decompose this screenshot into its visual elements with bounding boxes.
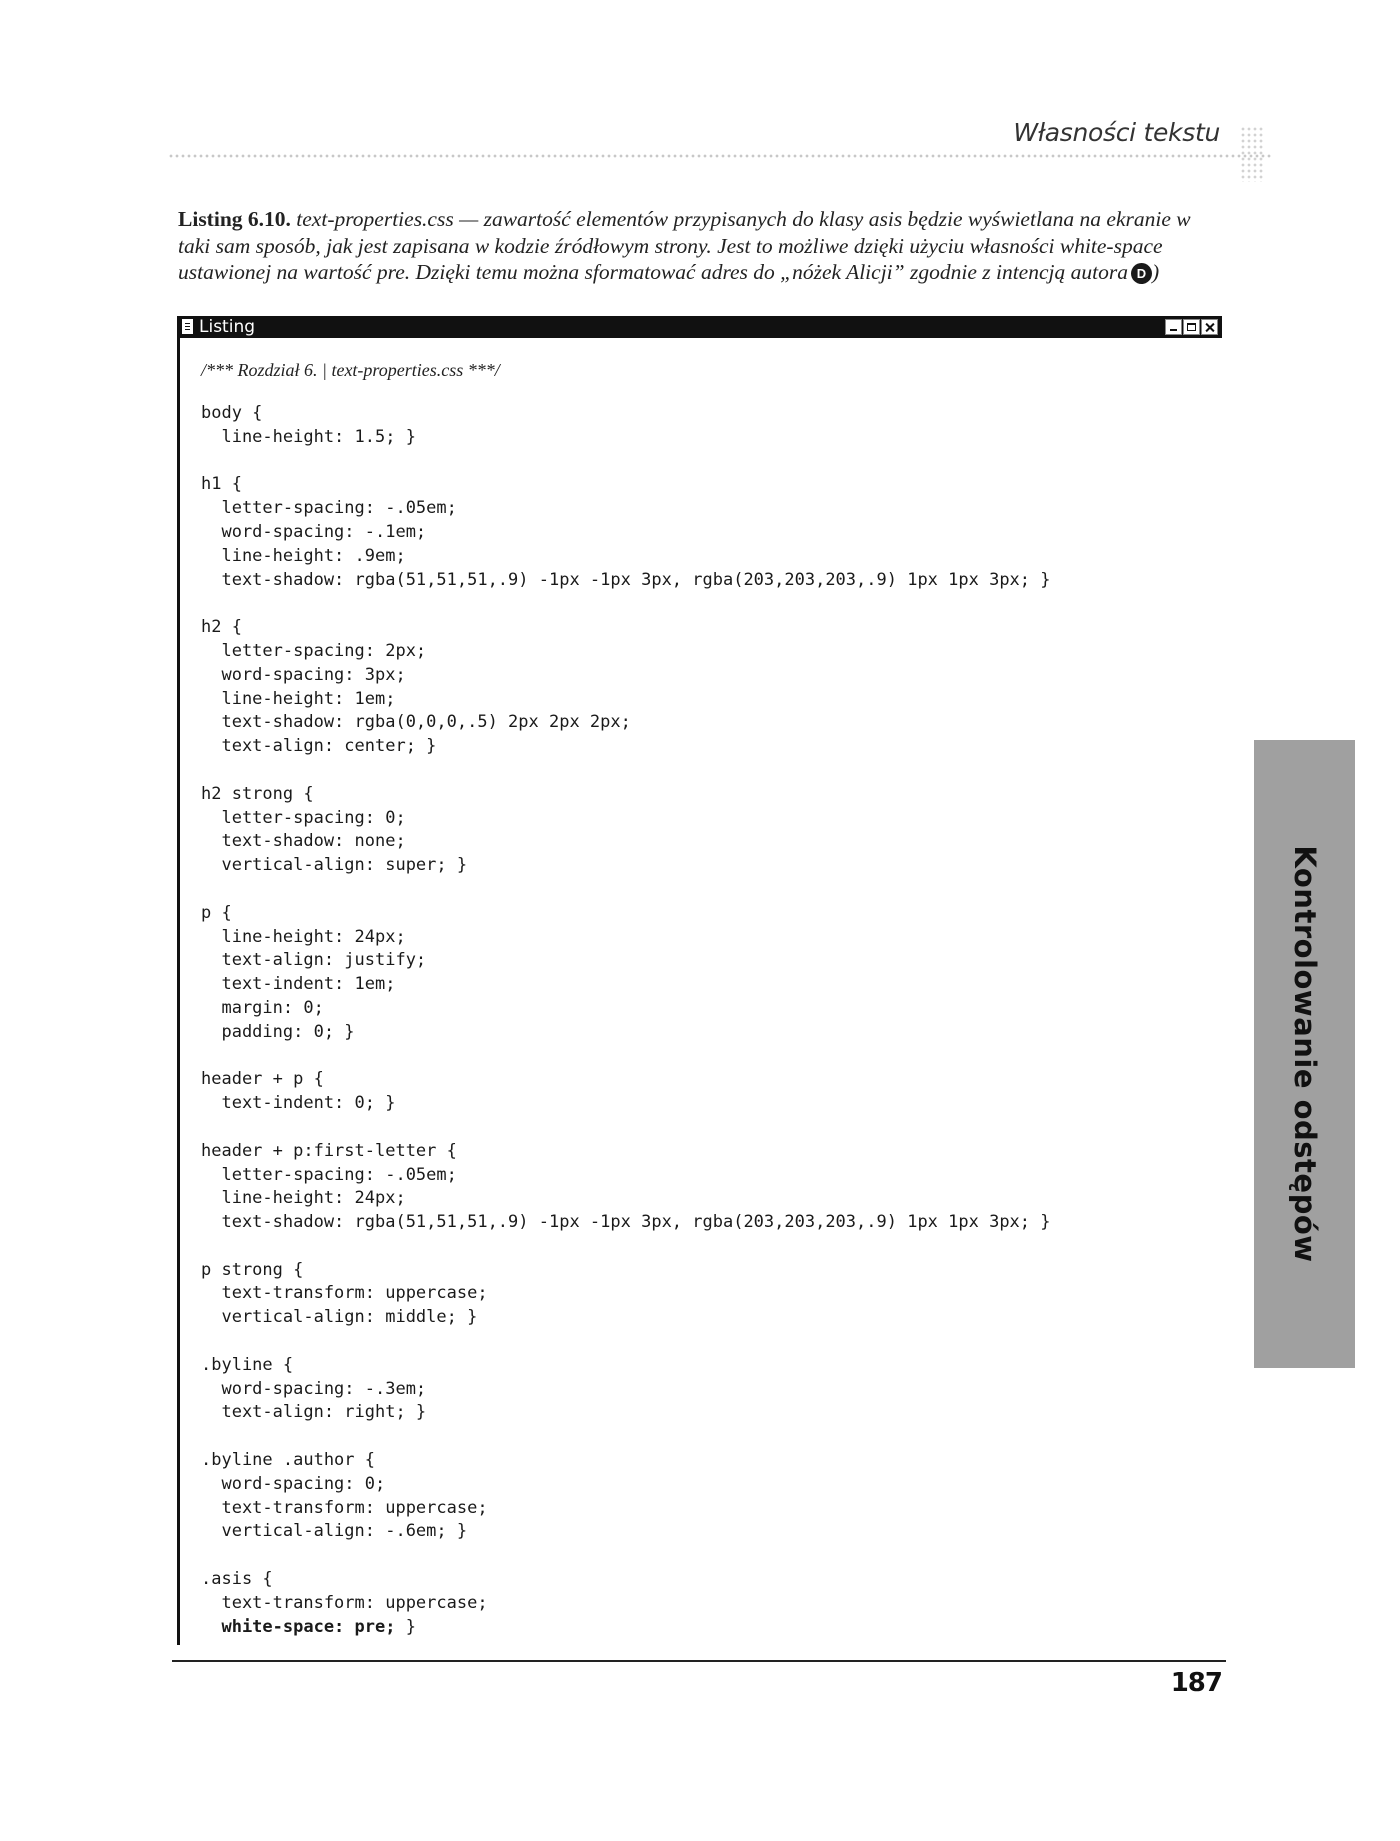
chapter-side-tab	[1254, 740, 1355, 1368]
close-icon[interactable]	[1201, 319, 1218, 335]
side-tab-label: Kontrolowanie odstępów	[1287, 845, 1322, 1263]
code-block	[201, 402, 1051, 1639]
maximize-icon[interactable]	[1183, 319, 1200, 335]
listing-icon	[182, 319, 193, 334]
page-number: 187	[1170, 1668, 1222, 1698]
footer-rule	[172, 1660, 1226, 1662]
code-tail: }	[395, 1616, 416, 1637]
caption-label: Listing 6.10.	[178, 207, 291, 231]
listing-caption	[178, 206, 1208, 286]
listing-window	[177, 316, 1222, 1645]
window-titlebar	[177, 316, 1222, 338]
header-corner-ornament	[1240, 126, 1264, 182]
running-head: Własności tekstu	[1013, 118, 1220, 147]
header-dotted-rule	[168, 154, 1272, 158]
caption-text: text-properties.css — zawartość elementów przypisanych do klasy asis będzie wyświetlana na ekranie w taki sam sposób, jak jest zapisana w kodzie źródłowym strony. Jest to możliwe dzięki użyciu własności white-space ustawionej na wartość pre. Dzięki temu można sformatować adres do „nóżek Alicji” zgodnie z intencją autora	[178, 207, 1191, 284]
window-left-border	[177, 338, 180, 1645]
caption-closing: )	[1151, 260, 1160, 284]
code-comment: /*** Rozdział 6. | text-properties.css ***/	[201, 360, 500, 380]
code-bold-line: white-space: pre;	[201, 1616, 396, 1637]
window-title: Listing	[199, 317, 256, 337]
code-body: body { line-height: 1.5; } h1 { letter-spacing: -.05em; word-spacing: -.1em; line-height: .9em; text-shadow: rgba(51,51,51,.9) -1px -1px 3px, rgba(203,203,203,.9) 1px 1px 3px; } h2 { letter-spacing: 2px; word-spacing: 3px; line-height: 1em; text-shadow: rgba(0,0,0,.5) 2px 2px 2px; text-align: center; } h2 strong { letter-spacing: 0; text-shadow: none; vertical-align: super; } p { line-height: 24px; text-align: justify; text-indent: 1em; margin: 0; padding: 0; } header + p { text-indent: 0; } header + p:first-letter { letter-spacing: -.05em; line-height: 24px; text-shadow: rgba(51,51,51,.9) -1px -1px 3px, rgba(203,203,203,.9) 1px 1px 3px; } p strong { text-transform: uppercase; vertical-align: middle; } .byline { word-spacing: -.3em; text-align: right; } .byline .author { word-spacing: 0; text-transform: uppercase; vertical-align: -.6em; } .asis { text-transform: uppercase;	[201, 403, 1051, 1613]
window-controls	[1165, 319, 1218, 335]
figure-ref-badge: D	[1131, 263, 1152, 284]
minimize-icon[interactable]	[1165, 319, 1182, 335]
